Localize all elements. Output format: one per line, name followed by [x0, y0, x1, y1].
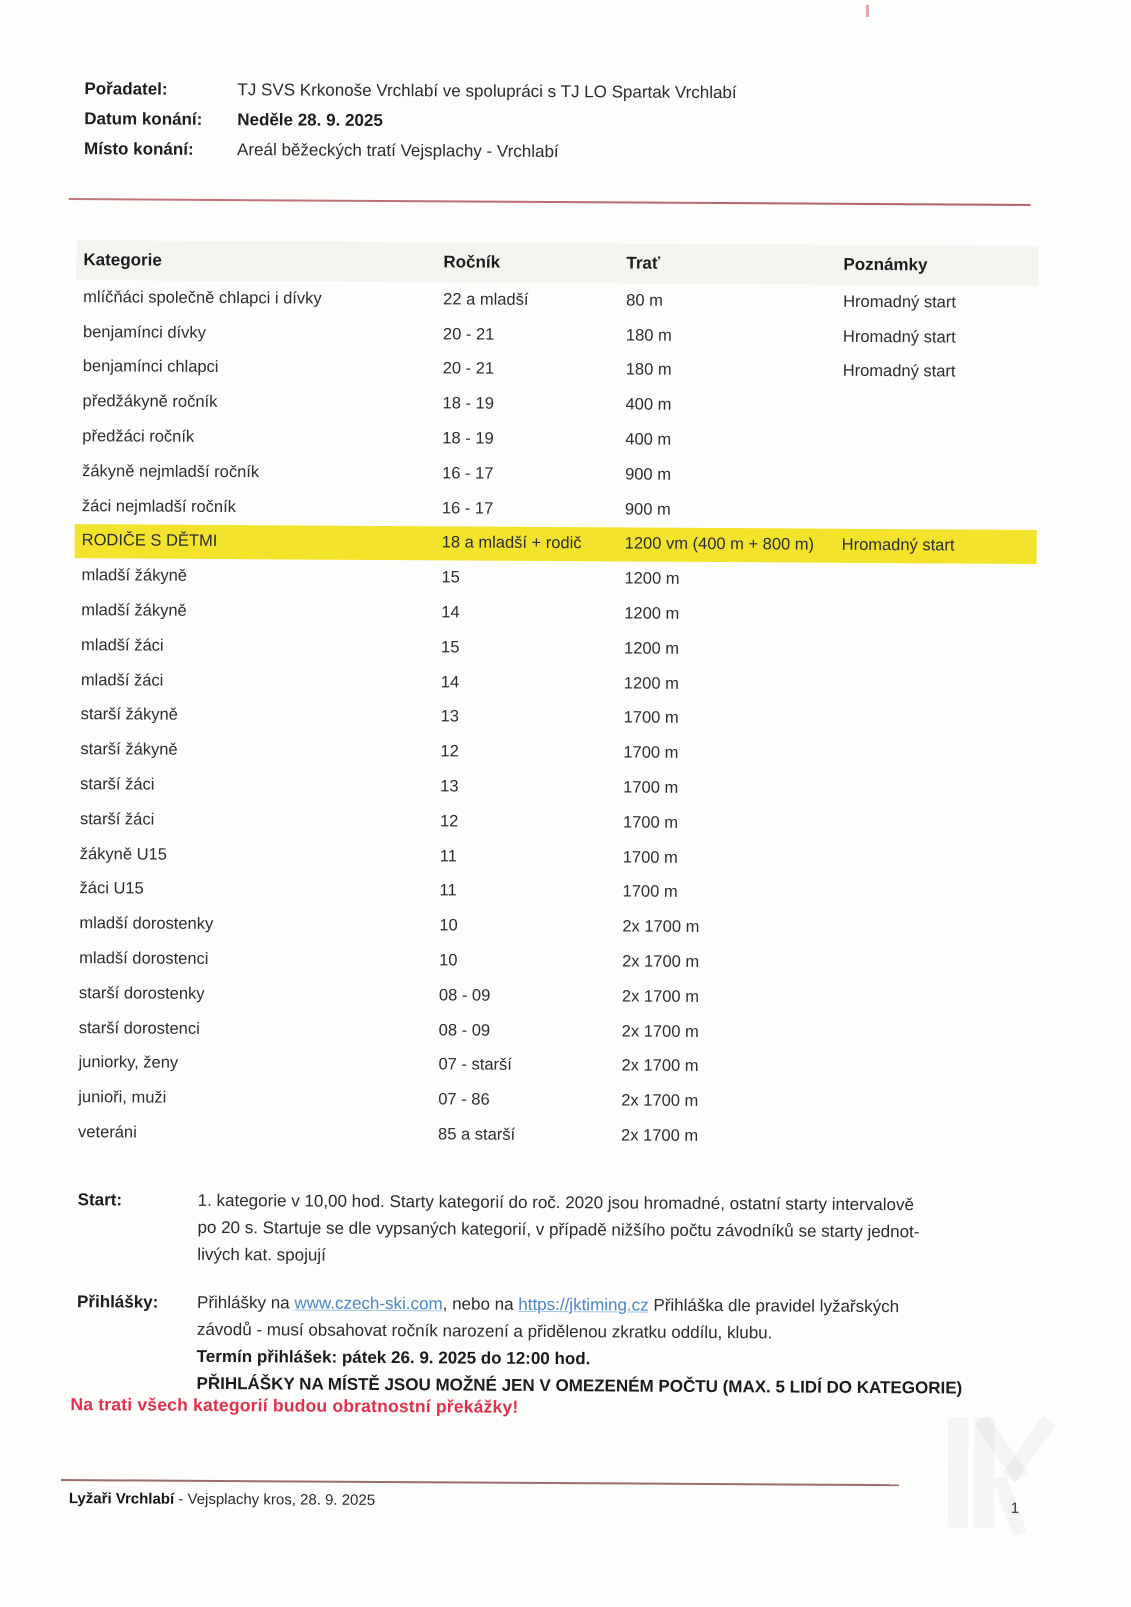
cell-kategorie: mladší dorostenci [79, 949, 209, 968]
cell-kategorie: starší žákyně [80, 705, 178, 725]
cell-kategorie: starší dorostenci [78, 1018, 200, 1038]
cell-poznamky [839, 998, 1034, 999]
cell-trat: 2x 1700 m [621, 987, 700, 1006]
cell-poznamky [839, 963, 1034, 964]
table-row [72, 976, 1034, 1017]
table-row [74, 698, 1036, 739]
date-value: Neděle 28. 9. 2025 [237, 110, 383, 130]
table-row [72, 1011, 1034, 1052]
cell-poznamky [841, 615, 1036, 616]
event-meta-block [84, 78, 737, 172]
cell-poznamky [838, 1102, 1033, 1103]
page-number: 1 [1010, 1499, 1020, 1517]
cell-poznamky [839, 929, 1034, 930]
cell-kategorie: junioři, muži [78, 1088, 167, 1107]
cell-trat: 1200 vm (400 m + 800 m) [624, 534, 815, 555]
cell-rocnik: 20 - 21 [442, 359, 495, 379]
cell-trat: 900 m [625, 465, 672, 484]
cell-poznamky: Hromadný start [841, 536, 955, 555]
cell-poznamky [840, 859, 1035, 860]
table-row [74, 663, 1036, 704]
cell-rocnik: 11 [439, 846, 457, 866]
cell-poznamky: Hromadný start [842, 362, 956, 381]
table-row [76, 315, 1038, 356]
cell-rocnik: 15 [441, 568, 460, 587]
cell-poznamky [838, 1137, 1033, 1138]
cell-rocnik: 18 - 19 [442, 394, 494, 413]
cell-kategorie: žáci nejmladší ročník [81, 496, 237, 516]
cell-trat: 80 m [626, 291, 663, 310]
cell-poznamky [839, 1033, 1034, 1034]
table-row [75, 384, 1037, 425]
table-row [75, 419, 1037, 460]
table-row [76, 350, 1038, 391]
cell-rocnik: 14 [441, 603, 460, 622]
date-label: Datum konání: [84, 109, 203, 129]
cell-trat: 2x 1700 m [621, 1126, 699, 1145]
table-row [71, 1115, 1033, 1156]
cell-trat: 1700 m [623, 743, 679, 763]
registration-text [196, 1289, 1027, 1402]
cell-trat: 1700 m [622, 813, 679, 832]
cell-trat: 2x 1700 m [622, 952, 700, 971]
cell-trat: 1700 m [622, 882, 678, 902]
start-line: 1. kategorie v 10,00 hod. Starty kategorií do roč. 2020 jsou hromadné, ostatní starty intervalově [197, 1190, 915, 1215]
table-row [76, 280, 1038, 321]
registration-line-2: závodů - musí obsahovat ročník narození a přidělenou zkratku oddílu, klubu. [196, 1319, 773, 1343]
cell-poznamky [842, 511, 1037, 512]
cell-kategorie: žákyně nejmladší ročník [82, 462, 260, 482]
cell-rocnik: 22 a mladší [443, 290, 529, 309]
cell-trat: 1200 m [623, 674, 679, 693]
footer-club: Lyžaři Vrchlabí [68, 1490, 175, 1508]
col-rocnik: Ročník [443, 252, 501, 272]
cell-trat: 1200 m [624, 569, 680, 589]
table-row [73, 837, 1035, 878]
cell-kategorie: žákyně U15 [79, 844, 167, 864]
organizer-value: TJ SVS Krkonoše Vrchlabí ve spolupráci s TJ LO Spartak Vrchlabí [237, 80, 737, 103]
cell-rocnik: 13 [440, 707, 460, 726]
venue-label: Místo konání: [84, 139, 194, 159]
footer-event: - Vejsplachy kros, 28. 9. 2025 [174, 1490, 376, 1509]
cell-kategorie: starší dorostenky [78, 983, 205, 1003]
cell-kategorie: juniorky, ženy [78, 1053, 179, 1073]
col-trat: Trať [626, 253, 661, 273]
category-table-body [71, 280, 1038, 1156]
cell-rocnik: 07 - 86 [438, 1090, 490, 1109]
scan-artifact-mark [866, 5, 869, 17]
table-row [71, 1080, 1033, 1121]
cell-rocnik: 12 [439, 812, 459, 831]
registration-intro: Přihlášky na [196, 1292, 295, 1313]
cell-kategorie: předžáci ročník [82, 427, 195, 446]
cell-kategorie: mlíčňáci společně chlapci i dívky [83, 288, 322, 308]
cell-kategorie: starší žáci [79, 809, 155, 829]
table-row [73, 732, 1035, 773]
cell-rocnik: 18 a mladší + rodič [441, 533, 582, 553]
cell-poznamky [841, 720, 1036, 721]
cell-rocnik: 14 [440, 672, 460, 692]
cell-trat: 1700 m [623, 708, 679, 728]
cell-rocnik: 20 - 21 [442, 325, 495, 344]
scan-watermark-chevron [993, 1475, 1026, 1536]
cell-rocnik: 13 [440, 777, 459, 796]
cell-kategorie: předžákyně ročník [82, 392, 218, 412]
table-row [74, 558, 1036, 599]
header-divider-rule [69, 198, 1031, 206]
start-section [77, 1186, 1027, 1273]
cell-rocnik: 85 a starší [438, 1125, 516, 1144]
col-kategorie: Kategorie [83, 250, 162, 270]
cell-kategorie: mladší žáci [81, 636, 164, 655]
cell-kategorie: benjamínci chlapci [82, 357, 219, 377]
table-row [73, 802, 1035, 843]
start-text [197, 1187, 1027, 1273]
table-row [75, 489, 1037, 530]
start-line: po 20 s. Startuje se dle vypsaných kategorií, v případě nižšího počtu závodníků se starty jednot- [197, 1217, 920, 1242]
cell-kategorie: starší žáci [80, 775, 155, 794]
footer-divider-rule [61, 1479, 899, 1486]
cell-poznamky [843, 407, 1038, 408]
cell-rocnik: 16 - 17 [441, 499, 494, 518]
cell-poznamky [840, 894, 1035, 895]
cell-rocnik: 12 [440, 742, 459, 761]
start-label: Start: [77, 1190, 123, 1210]
cell-poznamky [840, 789, 1035, 790]
cell-rocnik: 11 [439, 881, 457, 900]
cell-trat: 180 m [625, 360, 672, 380]
cell-trat: 900 m [624, 500, 671, 519]
cell-rocnik: 16 - 17 [442, 464, 494, 483]
cell-kategorie: benjamínci dívky [82, 322, 206, 342]
meta-row-organizer [84, 78, 736, 103]
cell-kategorie: mladší žákyně [81, 601, 187, 620]
table-row [74, 593, 1036, 634]
registration-tail: Přihláška dle pravidel lyžařských [648, 1295, 900, 1317]
cell-trat: 1200 m [623, 639, 680, 658]
col-poznamky: Poznámky [843, 254, 928, 275]
obstacles-warning: Na trati všech kategorií budou obratnostní překážky! [70, 1394, 519, 1417]
cell-trat: 1200 m [624, 604, 680, 623]
cell-rocnik: 18 - 19 [442, 429, 494, 448]
venue-value: Areál běžeckých tratí Vejsplachy - Vrchlabí [237, 140, 559, 162]
meta-row-date [84, 108, 736, 133]
start-line: livých kat. spojují [197, 1244, 326, 1265]
table-row [72, 906, 1034, 947]
cell-poznamky [840, 755, 1035, 756]
registration-section [76, 1288, 1027, 1402]
table-row [73, 767, 1035, 808]
cell-trat: 2x 1700 m [621, 1022, 699, 1041]
table-row [75, 454, 1037, 495]
meta-row-venue [84, 138, 736, 163]
cell-poznamky [842, 441, 1037, 442]
cell-rocnik: 07 - starší [438, 1055, 512, 1075]
category-table [71, 240, 1039, 1156]
cell-rocnik: 10 [439, 951, 458, 970]
category-table-header [76, 240, 1038, 286]
cell-trat: 180 m [625, 326, 672, 345]
cell-kategorie: mladší dorostenky [79, 914, 214, 934]
cell-rocnik: 10 [439, 916, 458, 935]
registration-deadline: Termín přihlášek: pátek 26. 9. 2025 do 12:00 hod. [196, 1346, 591, 1369]
cell-kategorie: veteráni [78, 1123, 137, 1142]
cell-trat: 2x 1700 m [622, 917, 700, 937]
czech-ski-link[interactable]: www.czech-ski.com [294, 1293, 443, 1314]
cell-poznamky [841, 581, 1036, 582]
cell-trat: 1700 m [622, 848, 678, 867]
organizer-label: Pořadatel: [84, 79, 168, 99]
cell-poznamky [842, 476, 1037, 477]
cell-trat: 1700 m [623, 778, 679, 797]
cell-poznamky [840, 824, 1035, 825]
cell-kategorie: mladší žákyně [81, 566, 188, 586]
cell-kategorie: starší žákyně [80, 740, 178, 759]
cell-kategorie: RODIČE S DĚTMI [81, 531, 218, 551]
cell-rocnik: 15 [440, 638, 460, 657]
jktiming-link[interactable]: https://jktiming.cz [518, 1294, 649, 1315]
cell-poznamky: Hromadný start [843, 292, 957, 312]
registration-label: Přihlášky: [76, 1292, 159, 1312]
table-row [72, 941, 1034, 982]
cell-trat: 400 m [625, 395, 672, 415]
footer-line [69, 1490, 375, 1509]
table-row [74, 628, 1036, 669]
table-row [72, 872, 1034, 913]
cell-trat: 400 m [625, 430, 672, 449]
cell-poznamky [841, 650, 1036, 651]
table-row [75, 524, 1037, 565]
cell-rocnik: 08 - 09 [438, 1020, 491, 1040]
cell-poznamky [841, 685, 1036, 686]
table-row [71, 1046, 1033, 1087]
cell-rocnik: 08 - 09 [438, 986, 491, 1005]
registration-mid: , nebo na [442, 1294, 519, 1314]
registration-onsite-note: PŘIHLÁŠKY NA MÍSTĚ JSOU MOŽNÉ JEN V OMEZENÉM POČTU (MAX. 5 LIDÍ DO KATEGORIE) [196, 1373, 963, 1398]
cell-trat: 2x 1700 m [621, 1091, 699, 1111]
cell-poznamky [838, 1068, 1033, 1069]
scan-watermark-bar [948, 1417, 969, 1527]
cell-kategorie: žáci U15 [79, 879, 144, 898]
cell-poznamky: Hromadný start [842, 327, 956, 347]
cell-trat: 2x 1700 m [621, 1056, 699, 1076]
cell-kategorie: mladší žáci [80, 670, 164, 690]
